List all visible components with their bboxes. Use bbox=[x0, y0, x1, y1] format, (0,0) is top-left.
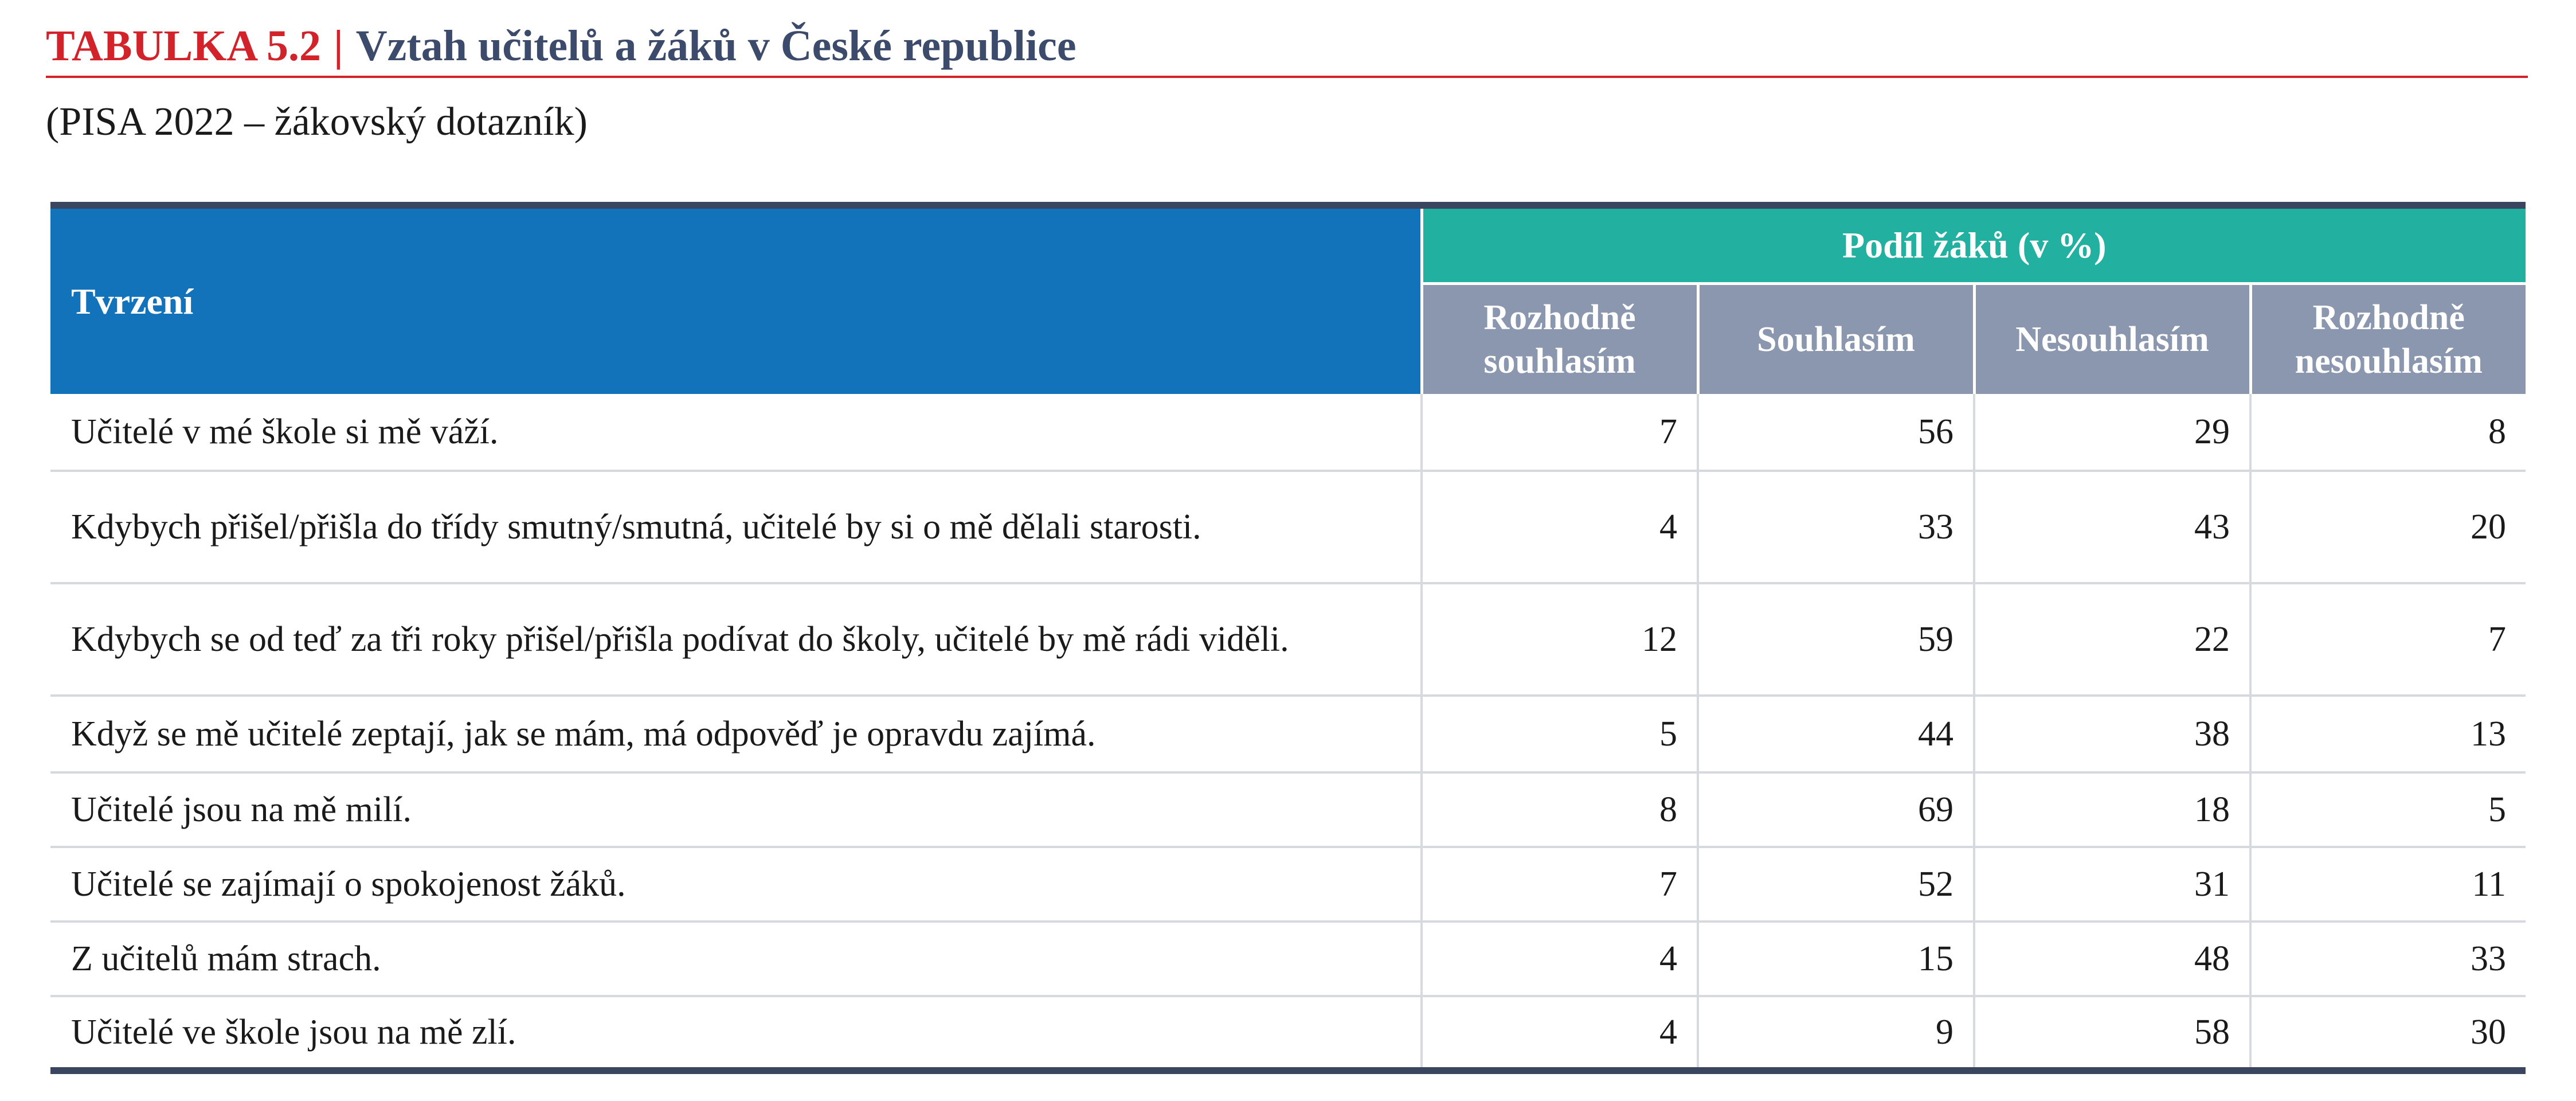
table-row bbox=[50, 772, 2526, 847]
table-row bbox=[50, 922, 2526, 996]
statement-cell: Učitelé se zajímají o spokojenost žáků. bbox=[50, 847, 1422, 922]
value-cell: 8 bbox=[2250, 394, 2526, 471]
data-table bbox=[50, 202, 2526, 1074]
value-cell: 7 bbox=[1422, 847, 1698, 922]
value-cell: 52 bbox=[1698, 847, 1974, 922]
table-row bbox=[50, 847, 2526, 922]
statement-cell: Když se mě učitelé zeptají, jak se mám, má odpověď je opravdu zajímá. bbox=[50, 696, 1422, 772]
value-cell: 69 bbox=[1698, 772, 1974, 847]
table-row bbox=[50, 394, 2526, 471]
statement-cell: Kdybych se od teď za tři roky přišel/přišla podívat do školy, učitelé by mě rádi viděli. bbox=[50, 583, 1422, 696]
title-separator: | bbox=[334, 22, 343, 70]
value-cell: 58 bbox=[1974, 996, 2250, 1071]
value-cell: 18 bbox=[1974, 772, 2250, 847]
value-cell: 13 bbox=[2250, 696, 2526, 772]
table-number: TABULKA 5.2 bbox=[46, 22, 322, 70]
statement-cell: Učitelé jsou na mě milí. bbox=[50, 772, 1422, 847]
statement-cell: Z učitelů mám strach. bbox=[50, 922, 1422, 996]
value-cell: 8 bbox=[1422, 772, 1698, 847]
value-cell: 31 bbox=[1974, 847, 2250, 922]
value-cell: 59 bbox=[1698, 583, 1974, 696]
value-cell: 7 bbox=[2250, 583, 2526, 696]
value-cell: 5 bbox=[2250, 772, 2526, 847]
value-cell: 44 bbox=[1698, 696, 1974, 772]
value-cell: 38 bbox=[1974, 696, 2250, 772]
column-header-disagree: Nesouhlasím bbox=[1974, 284, 2250, 395]
value-cell: 5 bbox=[1422, 696, 1698, 772]
table-title: Vztah učitelů a žáků v České republice bbox=[355, 22, 1076, 70]
column-header-strongly-agree: Rozhodně souhlasím bbox=[1422, 284, 1698, 395]
title-divider bbox=[46, 76, 2528, 78]
value-cell: 30 bbox=[2471, 1013, 2507, 1052]
column-group-header: Podíl žáků (v %) bbox=[1422, 205, 2526, 284]
value-cell: 4 bbox=[1422, 471, 1698, 583]
statement-cell: Učitelé v mé škole si mě váží. bbox=[50, 394, 1422, 471]
value-cell: 43 bbox=[1974, 471, 2250, 583]
value-cell: 20 bbox=[2250, 471, 2526, 583]
table-row bbox=[50, 996, 2526, 1071]
value-cell: 33 bbox=[2250, 922, 2526, 996]
table-row bbox=[50, 471, 2526, 583]
value-cell: 56 bbox=[1698, 394, 1974, 471]
value-cell: 22 bbox=[1974, 583, 2250, 696]
value-cell: 12 bbox=[1422, 583, 1698, 696]
column-header-statement: Tvrzení bbox=[50, 205, 1422, 394]
value-cell: 15 bbox=[1698, 922, 1974, 996]
statement-cell: Učitelé ve škole jsou na mě zlí. bbox=[50, 996, 1422, 1071]
value-cell: 11 bbox=[2250, 847, 2526, 922]
value-cell: 9 bbox=[1698, 996, 1974, 1071]
table-caption bbox=[46, 17, 2528, 75]
value-cell: 7 bbox=[1422, 394, 1698, 471]
column-header-strongly-disagree: Rozhodně nesouhlasím bbox=[2250, 284, 2526, 395]
column-header-agree: Souhlasím bbox=[1698, 284, 1974, 395]
value-cell: 48 bbox=[1974, 922, 2250, 996]
table-row bbox=[50, 583, 2526, 696]
value-cell: 4 bbox=[1422, 996, 1698, 1071]
statement-cell: Kdybych přišel/přišla do třídy smutný/smutná, učitelé by si o mě dělali starosti. bbox=[50, 471, 1422, 583]
value-cell: 4 bbox=[1422, 922, 1698, 996]
table-row bbox=[50, 696, 2526, 772]
value-cell: 33 bbox=[1698, 471, 1974, 583]
value-cell: 29 bbox=[1974, 394, 2250, 471]
table-subtitle: (PISA 2022 – žákovský dotazník) bbox=[46, 100, 588, 144]
